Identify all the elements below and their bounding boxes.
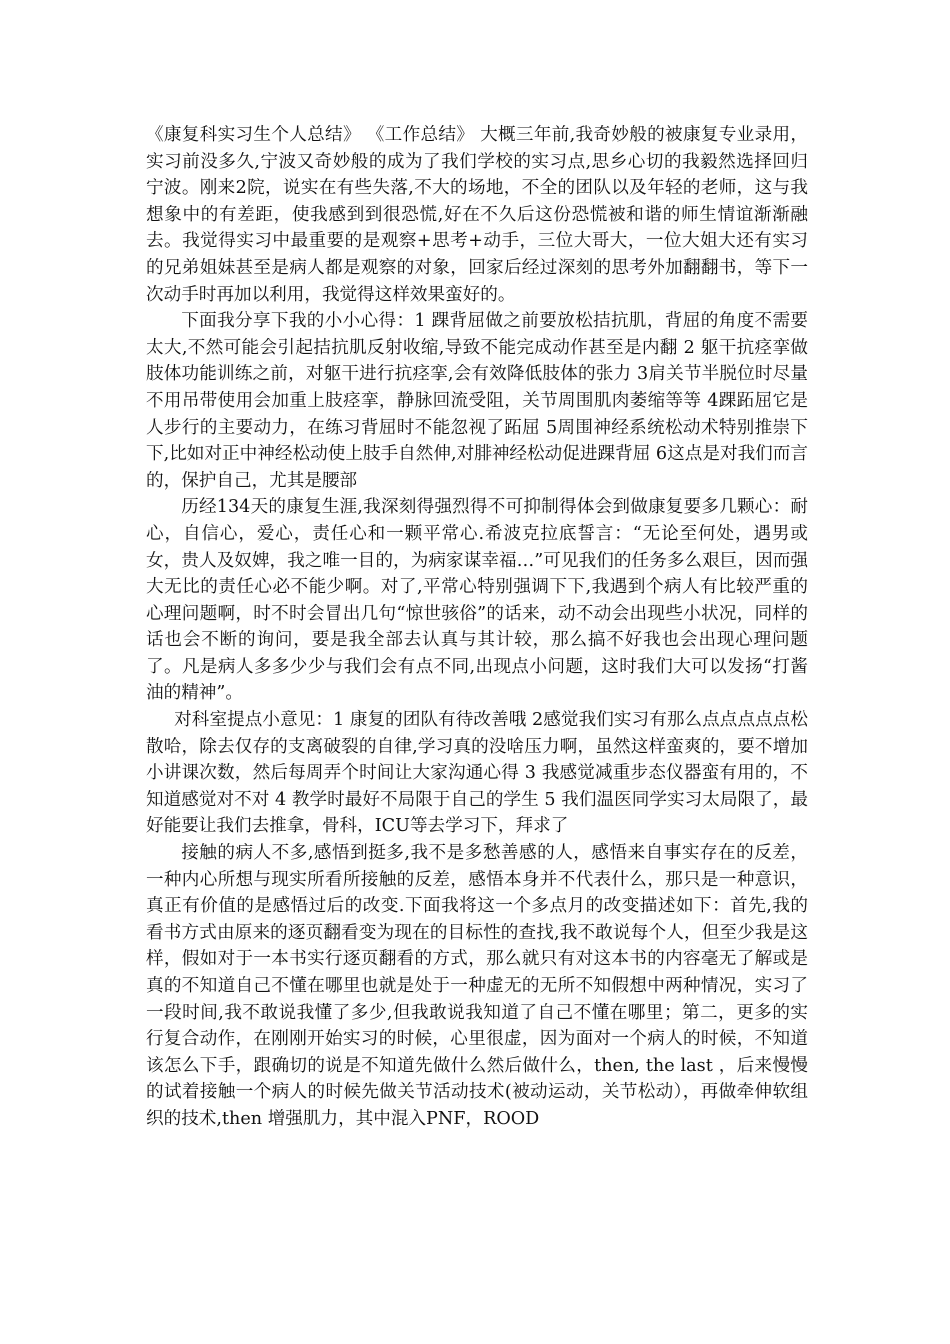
document-body [146, 122, 808, 1133]
paragraph-insights: 接触的病人不多,感悟到挺多,我不是多愁善感的人，感悟来自事实存在的反差，一种内心所想与现实所看所接触的反差，感悟本身并不代表什么，那只是一种意识，真正有价值的是感悟过后的改变.下面我将这一个多点月的改变描述如下：首先,我的看书方式由原来的逐页翻看变为现在的目标性的查找,我不敢说每个人，但至少我是这样，假如对于一本书实行逐页翻看的方式，那么就只有对这本书的内容毫无了解或是真的不知道自己不懂在哪里也就是处于一种虚无的无所不知假想中两种情况，实习了一段时间,我不敢说我懂了多少,但我敢说我知道了自己不懂在哪里；第二，更多的实行复合动作，在刚刚开始实习的时候，心里很虚，因为面对一个病人的时候，不知道该怎么下手，跟确切的说是不知道先做什么然后做什么，then, the last ，后来慢慢的试着接触一个病人的时候先做关节活动技术(被动运动，关节松动），再做牵伸软组织的技术,then 增强肌力，其中混入PNF，ROOD [146, 843, 808, 1129]
paragraph-intro: 《康复科实习生个人总结》 《工作总结》 大概三年前,我奇妙般的被康复专业录用，实习前没多久,宁波又奇妙般的成为了我们学校的实习点,思乡心切的我毅然选择回归宁波。刚来2院，说实在有些失落,不大的场地，不全的团队以及年轻的老师，这与我想象中的有差距，使我感到到很恐慌,好在不久后这份恐慌被和谐的师生情谊渐渐融去。我觉得实习中最重要的是观察+思考+动手，三位大哥大，一位大姐大还有实习的兄弟姐妹甚至是病人都是观察的对象，回家后经过深刻的思考外加翻翻书，等下一次动手时再加以利用，我觉得这样效果蛮好的。 [146, 125, 808, 305]
paragraph-suggestions: 对科室提点小意见：1 康复的团队有待改善哦 2感觉我们实习有那么点点点点点松散哈，除去仅存的支离破裂的自律,学习真的没啥压力啊，虽然这样蛮爽的，要不增加小讲课次数，然后每周弄个时间让大家沟通心得 3 我感觉减重步态仪器蛮有用的，不知道感觉对不对 4 教学时最好不局限于自己的学生 5 我们温医同学实习太局限了，最好能要让我们去推拿，骨科，ICU等去学习下，拜求了 [146, 710, 808, 837]
paragraph-tips: 下面我分享下我的小小心得：1 踝背屈做之前要放松拮抗肌，背屈的角度不需要太大,不然可能会引起拮抗肌反射收缩,导致不能完成动作甚至是内翻 2 躯干抗痉挛做肢体功能训练之前，对躯干进行抗痉挛,会有效降低肢体的张力 3肩关节半脱位时尽量不用吊带使用会加重上肢痉挛，静脉回流受阻，关节周围肌肉萎缩等等 4踝跖屈它是人步行的主要动力，在练习背屈时不能忽视了跖屈 5周围神经系统松动术特别推崇下下,比如对正中神经松动使上肢手自然伸,对腓神经松动促进踝背屈 6这点是对我们而言的，保护自己，尤其是腰部 [146, 311, 808, 491]
paragraph-reflection: 历经134天的康复生涯,我深刻得强烈得不可抑制得体会到做康复要多几颗心：耐心，自信心，爱心，责任心和一颗平常心.希波克拉底誓言：“无论至何处，遇男或女，贵人及奴婢，我之唯一目的，为病家谋幸福…”可见我们的任务多么艰巨，因而强大无比的责任心必不能少啊。对了,平常心特别强调下下,我遇到个病人有比较严重的心理问题啊，时不时会冒出几句“惊世骇俗”的话来，动不动会出现些小状况，同样的话也会不断的询问，要是我全部去认真与其计较，那么搞不好我也会出现心理问题了。凡是病人多多少少与我们会有点不同,出现点小问题，这时我们大可以发扬“打酱油的精神”。 [146, 497, 808, 704]
